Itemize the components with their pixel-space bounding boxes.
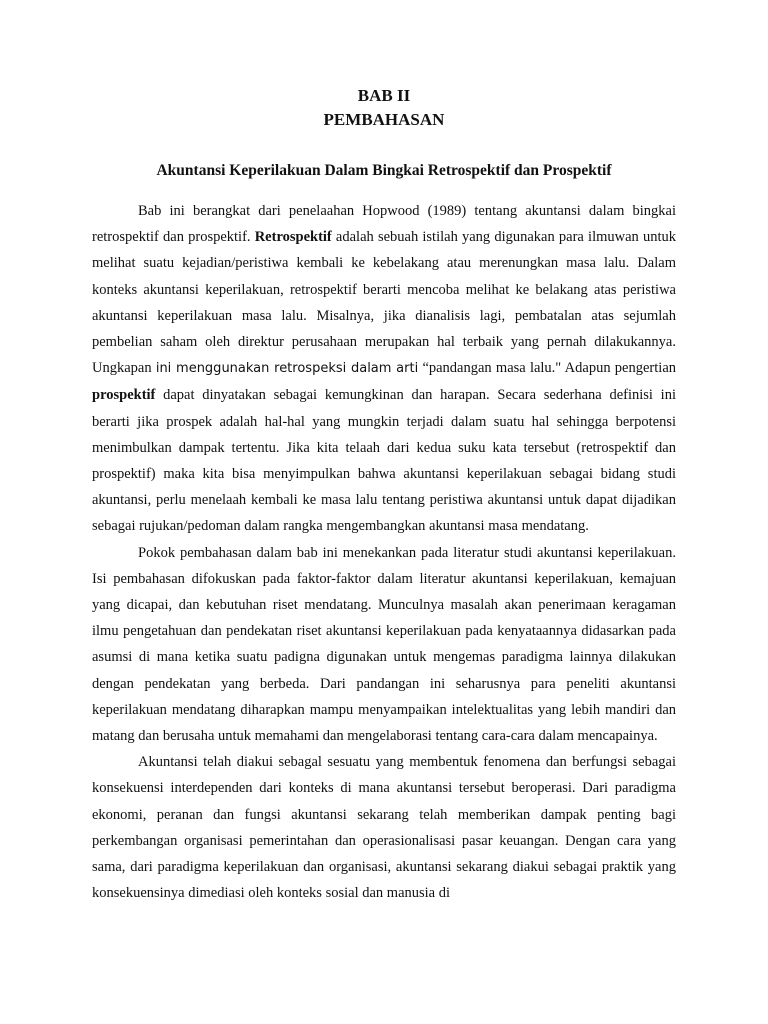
p1-text-d: “pandangan masa lalu." Adapun pengertian: [418, 360, 676, 377]
p1-text-c: ini menggunakan retrospeksi dalam arti: [155, 361, 419, 377]
paragraph-1: [92, 198, 676, 540]
chapter-title: PEMBAHASAN: [323, 110, 445, 129]
paragraph-3: Akuntansi telah diakui sebagal sesuatu yang membentuk fenomena dan berfungsi sebagai konsekuensi interdependen dari konteks di mana akuntansi tersebut beroperasi. Dari paradigma ekonomi, peranan dan fungsi akuntansi sekarang telah memberikan dampak penting bagi perkembangan organisasi pemerintahan dan operasionalisasi pasar keuangan. Dengan cara yang sama, dari paradigma keperilakuan dan organisasi, akuntansi sekarang diakui sebagai praktik yang konsekuensinya dimediasi oleh konteks sosial dan manusia di: [92, 754, 676, 902]
section-title: Akuntansi Keperilakuan Dalam Bingkai Retrospektif dan Prospektif: [156, 162, 612, 179]
p1-text-a: Bab ini berangkat dari penelaahan Hopwood (1989) tentang akuntansi dalam bingkai retrospektif dan prospektif.: [92, 203, 676, 246]
chapter-number: BAB II: [357, 86, 411, 105]
document-page: [92, 84, 676, 906]
term-prospektif: prospektif: [92, 387, 156, 404]
term-retrospektif: Retrospektif: [254, 229, 332, 246]
paragraph-2: Pokok pembahasan dalam bab ini menekankan pada literatur studi akuntansi keperilakuan. Isi pembahasan difokuskan pada faktor-faktor dalam literatur akuntansi keperilakuan, kemajuan yang dicapai, dan kebutuhan riset mendatang. Munculnya masalah akan penerimaan keragaman ilmu pengetahuan dan pendekatan riset akuntansi keperilakuan pada kenyataannya didasarkan pada asumsi di mana ketika suatu padigna digunakan untuk mengemas paradigma lainnya dilakukan dengan pendekatan yang berbeda. Dari pandangan ini seharusnya para peneliti akuntansi keperilakuan mendatang diharapkan mampu menyampaikan intelektualitas yang lebih mandiri dan matang dan berusaha untuk memahami dan mengelaborasi tentang cara-cara dalam mencapainya.: [92, 544, 676, 745]
document-body: [92, 198, 676, 906]
p1-text-e: dapat dinyatakan sebagai kemungkinan dan harapan. Secara sederhana definisi ini berarti jika prospek adalah hal-hal yang mungkin terjadi dalam suatu hal sehingga berpotensi menimbulkan dampak tertentu. Jika kita telaah dari kedua suku kata tersebut (retrospektif dan prospektif) maka kita bisa menyimpulkan bahwa akuntansi keperilakuan sebagai bidang studi akuntansi, perlu menelaah kembali ke masa lalu tentang peristiwa akuntansi untuk dapat dijadikan sebagai rujukan/pedoman dalam rangka mengembangkan akuntansi masa mendatang.: [92, 387, 676, 535]
p1-text-b: adalah sebuah istilah yang digunakan para ilmuwan untuk melihat suatu kejadian/peristiwa kembali ke kebelakang atau merenungkan masa lalu. Dalam konteks akuntansi keperilakuan, retrospektif berarti mencoba melihat ke belakang atas peristiwa akuntansi keperilakuan masa lalu. Misalnya, jika dianalisis lagi, pembatalan atas sejumlah pembelian saham oleh direktur perusahaan merupakan hal terbaik yang pernah dilakukannya. Ungkapan: [92, 229, 676, 377]
